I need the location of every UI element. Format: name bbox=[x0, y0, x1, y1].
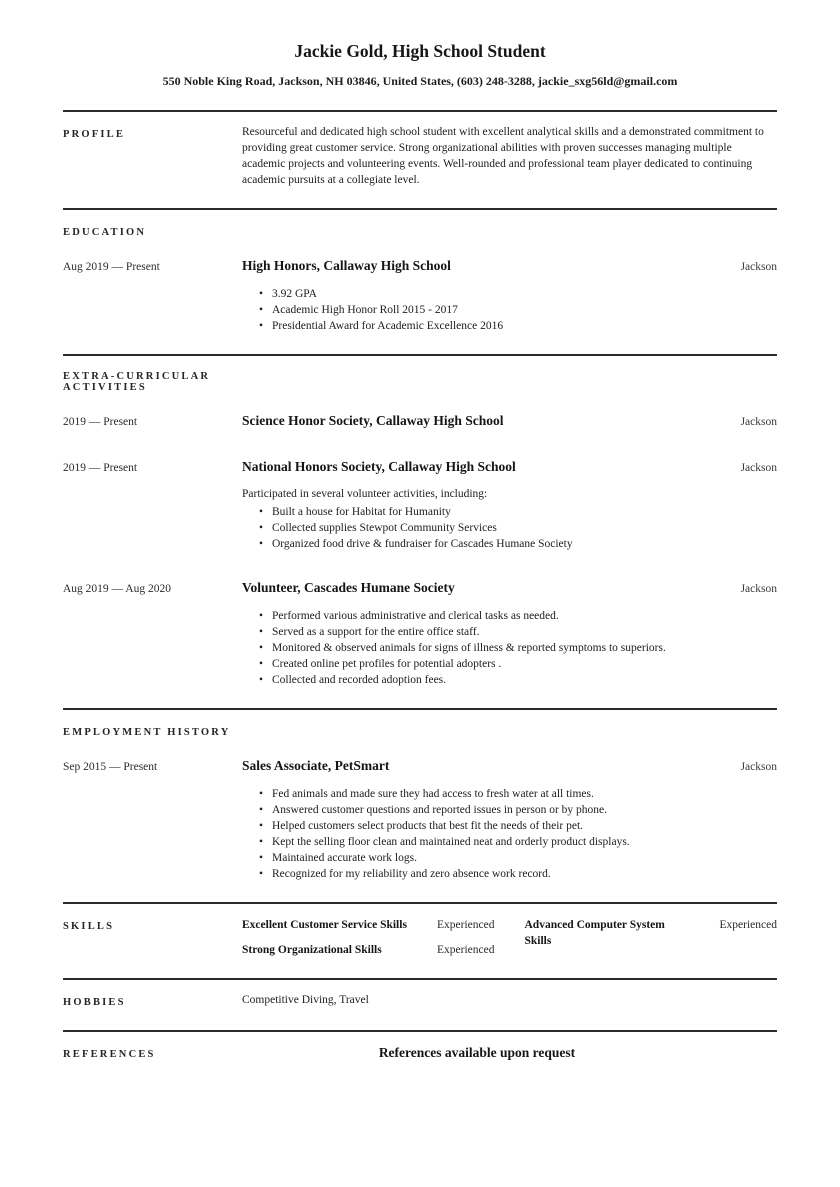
section-label-skills: SKILLS bbox=[63, 921, 115, 932]
entry-location: Jackson bbox=[740, 761, 777, 773]
skill-item bbox=[242, 942, 495, 958]
contact-line: 550 Noble King Road, Jackson, NH 03846, United States, (603) 248-3288, jackie_sxg56ld@gmail.com bbox=[162, 74, 678, 88]
section-employment bbox=[63, 708, 777, 902]
entry-bullets bbox=[242, 786, 777, 882]
entry-title: National Honors Society, Callaway High School bbox=[242, 459, 516, 474]
section-label-employment: EMPLOYMENT HISTORY bbox=[63, 727, 231, 738]
page-title: Jackie Gold, High School Student bbox=[294, 41, 546, 61]
entry-bullets bbox=[242, 608, 777, 688]
entry-dates: 2019 — Present bbox=[63, 462, 138, 474]
extracurricular-entry bbox=[63, 411, 777, 431]
hobbies-text: Competitive Diving, Travel bbox=[242, 994, 369, 1006]
section-label-extracurricular: EXTRA-CURRICULAR ACTIVITIES bbox=[63, 371, 211, 393]
entry-bullets bbox=[242, 286, 777, 334]
skill-item bbox=[242, 917, 495, 933]
entry-title: Science Honor Society, Callaway High School bbox=[242, 413, 504, 428]
skill-name: Strong Organizational Skills bbox=[242, 944, 382, 956]
entry-title: High Honors, Callaway High School bbox=[242, 258, 451, 273]
skill-name: Advanced Computer System Skills bbox=[524, 919, 665, 947]
bullet-item: • Kept the selling floor clean and maintained neat and orderly product displays. bbox=[242, 834, 777, 850]
entry-dates: Sep 2015 — Present bbox=[63, 761, 158, 773]
skill-level: Experienced bbox=[437, 919, 495, 931]
section-extracurricular bbox=[63, 354, 777, 708]
bullet-item: • Answered customer questions and reported issues in person or by phone. bbox=[242, 802, 777, 818]
entry-title: Sales Associate, PetSmart bbox=[242, 758, 390, 773]
extracurricular-entry bbox=[63, 457, 777, 552]
entry-location: Jackson bbox=[740, 416, 777, 428]
entry-title: Volunteer, Cascades Humane Society bbox=[242, 580, 455, 595]
entry-dates: Aug 2019 — Aug 2020 bbox=[63, 583, 171, 595]
bullet-item: • Built a house for Habitat for Humanity bbox=[242, 504, 777, 520]
profile-text: Resourceful and dedicated high school student with excellent analytical skills and a demonstrated commitment to providing great customer service. Strong organizational abilities with proven successes managing multiple academic projects and volunteering events. Well-rounded and professional team player dedicated to continuing academic pursuits at a collegiate level. bbox=[242, 126, 764, 186]
extracurricular-entry bbox=[63, 578, 777, 688]
bullet-item: • Fed animals and made sure they had access to fresh water at all times. bbox=[242, 786, 777, 802]
bullet-item: • Performed various administrative and clerical tasks as needed. bbox=[242, 608, 777, 624]
bullet-item: • 3.92 GPA bbox=[242, 286, 777, 302]
entry-location: Jackson bbox=[740, 583, 777, 595]
bullet-item: • Served as a support for the entire office staff. bbox=[242, 624, 777, 640]
entry-location: Jackson bbox=[740, 462, 777, 474]
bullet-item: • Helped customers select products that best fit the needs of their pet. bbox=[242, 818, 777, 834]
section-label-references: REFERENCES bbox=[63, 1049, 156, 1060]
section-label-hobbies: HOBBIES bbox=[63, 997, 126, 1008]
bullet-item: • Academic High Honor Roll 2015 - 2017 bbox=[242, 302, 777, 318]
section-label-profile: PROFILE bbox=[63, 129, 126, 140]
bullet-item: • Monitored & observed animals for signs of illness & reported symptoms to superiors. bbox=[242, 640, 777, 656]
bullet-item: • Organized food drive & fundraiser for Cascades Humane Society bbox=[242, 536, 777, 552]
section-references bbox=[63, 1030, 777, 1076]
bullet-item: • Collected and recorded adoption fees. bbox=[242, 672, 777, 688]
section-education bbox=[63, 208, 777, 354]
education-entry bbox=[63, 256, 777, 334]
bullet-item: • Recognized for my reliability and zero absence work record. bbox=[242, 866, 777, 882]
bullet-item: • Created online pet profiles for potential adopters . bbox=[242, 656, 777, 672]
entry-intro: Participated in several volunteer activities, including: bbox=[242, 488, 488, 500]
entry-dates: Aug 2019 — Present bbox=[63, 261, 160, 273]
skill-name: Excellent Customer Service Skills bbox=[242, 919, 407, 931]
employment-entry bbox=[63, 756, 777, 882]
skill-level: Experienced bbox=[437, 944, 495, 956]
skills-grid bbox=[242, 916, 777, 958]
section-label-education: EDUCATION bbox=[63, 227, 147, 238]
references-text: References available upon request bbox=[378, 1045, 576, 1060]
entry-bullets bbox=[242, 504, 777, 552]
section-hobbies bbox=[63, 978, 777, 1030]
skill-level: Experienced bbox=[719, 919, 777, 931]
section-profile bbox=[63, 110, 777, 208]
entry-dates: 2019 — Present bbox=[63, 416, 138, 428]
bullet-item: • Presidential Award for Academic Excellence 2016 bbox=[242, 318, 777, 334]
bullet-item: • Maintained accurate work logs. bbox=[242, 850, 777, 866]
entry-location: Jackson bbox=[740, 261, 777, 273]
skill-item bbox=[525, 917, 778, 949]
resume-header bbox=[63, 40, 777, 110]
section-skills bbox=[63, 902, 777, 978]
bullet-item: • Collected supplies Stewpot Community Services bbox=[242, 520, 777, 536]
